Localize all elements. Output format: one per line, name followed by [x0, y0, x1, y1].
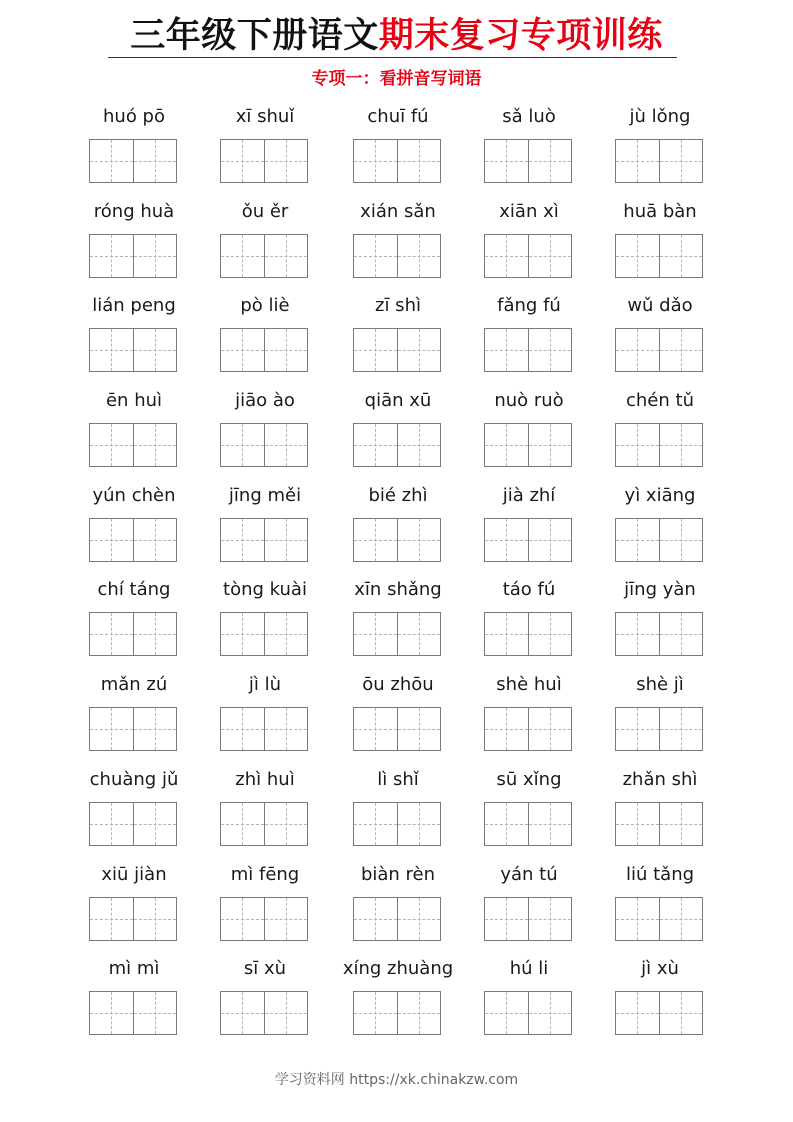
tianzige-box[interactable] [659, 424, 703, 466]
tianzige-box[interactable] [397, 803, 441, 845]
exercise-item [469, 199, 589, 293]
exercise-item [469, 577, 589, 671]
exercise-item [338, 483, 458, 577]
writing-grid [353, 423, 441, 467]
exercise-item [338, 293, 458, 387]
exercise-row [0, 483, 793, 578]
exercise-item [338, 767, 458, 861]
tianzige-box[interactable] [354, 613, 397, 655]
page-title [0, 14, 793, 58]
exercise-row [0, 577, 793, 672]
exercise-item [74, 577, 194, 671]
tianzige-box[interactable] [221, 708, 264, 750]
pinyin-label: lì shǐ [377, 768, 419, 790]
pinyin-label: sū xǐng [496, 768, 562, 790]
writing-grid [353, 612, 441, 656]
exercise-row [0, 956, 793, 1051]
writing-grid [353, 897, 441, 941]
exercise-item [469, 388, 589, 482]
exercise-row [0, 672, 793, 767]
writing-grid [89, 423, 177, 467]
exercise-item [469, 672, 589, 766]
pinyin-label: ǒu ěr [241, 200, 289, 222]
tianzige-box[interactable] [528, 898, 572, 940]
exercise-row [0, 104, 793, 199]
tianzige-box[interactable] [354, 992, 397, 1034]
tianzige-box[interactable] [354, 140, 397, 182]
writing-grid [89, 234, 177, 278]
pinyin-label: táo fú [502, 579, 556, 601]
tianzige-box[interactable] [659, 235, 703, 277]
writing-grid [484, 991, 572, 1035]
tianzige-box[interactable] [485, 329, 528, 371]
exercise-item [74, 956, 194, 1050]
exercise-item [338, 672, 458, 766]
tianzige-box[interactable] [616, 235, 659, 277]
exercise-item [74, 293, 194, 387]
tianzige-box[interactable] [354, 803, 397, 845]
writing-grid [484, 423, 572, 467]
tianzige-box[interactable] [90, 140, 133, 182]
pinyin-label: chuī fú [367, 106, 429, 127]
section-subtitle: 专项一：看拼音写词语 [311, 69, 482, 89]
tianzige-box[interactable] [616, 898, 659, 940]
pinyin-label: ōu zhōu [362, 674, 434, 696]
tianzige-box[interactable] [354, 898, 397, 940]
exercise-item [74, 767, 194, 861]
tianzige-box[interactable] [397, 140, 441, 182]
exercise-item [600, 104, 720, 198]
tianzige-box[interactable] [659, 708, 703, 750]
tianzige-box[interactable] [90, 898, 133, 940]
tianzige-box[interactable] [133, 613, 177, 655]
tianzige-box[interactable] [397, 235, 441, 277]
pinyin-label: huā bàn [623, 200, 697, 222]
exercise-item [600, 672, 720, 766]
writing-grid [353, 518, 441, 562]
writing-grid [353, 802, 441, 846]
tianzige-box[interactable] [90, 235, 133, 277]
tianzige-box[interactable] [264, 140, 308, 182]
tianzige-box[interactable] [264, 424, 308, 466]
writing-grid [220, 897, 308, 941]
pinyin-label: yán tú [500, 863, 558, 885]
tianzige-box[interactable] [221, 140, 264, 182]
writing-grid [484, 612, 572, 656]
pinyin-label: xián sǎn [360, 200, 436, 222]
writing-grid [89, 991, 177, 1035]
exercise-row [0, 767, 793, 862]
pinyin-label: ēn huì [105, 390, 163, 412]
pinyin-label: mì fēng [230, 863, 300, 885]
exercise-item [205, 956, 325, 1050]
tianzige-box[interactable] [354, 329, 397, 371]
tianzige-box[interactable] [264, 329, 308, 371]
pinyin-label: yì xiāng [624, 484, 696, 506]
exercise-item [469, 483, 589, 577]
writing-grid [89, 139, 177, 183]
exercise-item [600, 767, 720, 861]
pinyin-label: jīng yàn [624, 579, 696, 601]
writing-grid [353, 139, 441, 183]
writing-grid [484, 518, 572, 562]
pinyin-label: jì xù [641, 958, 679, 980]
tianzige-box[interactable] [659, 803, 703, 845]
exercise-item [469, 104, 589, 198]
tianzige-box[interactable] [133, 140, 177, 182]
writing-grid [484, 328, 572, 372]
tianzige-box[interactable] [485, 140, 528, 182]
exercise-item [600, 199, 720, 293]
writing-grid [353, 991, 441, 1035]
tianzige-box[interactable] [528, 992, 572, 1034]
tianzige-box[interactable] [221, 803, 264, 845]
exercise-item [205, 104, 325, 198]
tianzige-box[interactable] [90, 708, 133, 750]
tianzige-box[interactable] [616, 424, 659, 466]
tianzige-box[interactable] [354, 424, 397, 466]
tianzige-box[interactable] [397, 613, 441, 655]
pinyin-label: jīng měi [228, 484, 302, 506]
writing-grid [89, 897, 177, 941]
tianzige-box[interactable] [485, 898, 528, 940]
writing-grid [89, 612, 177, 656]
pinyin-label: fǎng fú [497, 295, 561, 317]
exercise-item [74, 199, 194, 293]
exercise-grid [0, 104, 793, 1051]
tianzige-box[interactable] [616, 140, 659, 182]
exercise-item [338, 956, 458, 1050]
exercise-item [600, 483, 720, 577]
pinyin-label: xī shuǐ [235, 106, 295, 127]
title-red-part: 期末复习专项训练 [378, 16, 663, 56]
tianzige-box[interactable] [397, 329, 441, 371]
tianzige-box[interactable] [221, 992, 264, 1034]
tianzige-box[interactable] [659, 519, 703, 561]
exercise-item [338, 577, 458, 671]
exercise-item [469, 767, 589, 861]
writing-grid [220, 802, 308, 846]
pinyin-label: chén tǔ [626, 390, 694, 412]
exercise-item [338, 199, 458, 293]
tianzige-box[interactable] [659, 613, 703, 655]
writing-grid [615, 991, 703, 1035]
writing-grid [89, 518, 177, 562]
pinyin-label: xiū jiàn [101, 863, 167, 885]
exercise-item [74, 862, 194, 956]
writing-grid [615, 707, 703, 751]
exercise-item [205, 767, 325, 861]
tianzige-box[interactable] [354, 235, 397, 277]
exercise-item [74, 104, 194, 198]
tianzige-box[interactable] [528, 329, 572, 371]
pinyin-label: zī shì [375, 295, 421, 317]
tianzige-box[interactable] [485, 235, 528, 277]
tianzige-box[interactable] [354, 708, 397, 750]
tianzige-box[interactable] [90, 329, 133, 371]
tianzige-box[interactable] [221, 329, 264, 371]
tianzige-box[interactable] [133, 519, 177, 561]
exercise-item [469, 956, 589, 1050]
writing-grid [220, 612, 308, 656]
exercise-item [205, 672, 325, 766]
writing-grid [220, 328, 308, 372]
tianzige-box[interactable] [90, 803, 133, 845]
pinyin-label: qiān xū [364, 390, 432, 412]
exercise-item [74, 672, 194, 766]
tianzige-box[interactable] [616, 708, 659, 750]
tianzige-box[interactable] [221, 613, 264, 655]
pinyin-label: jì lù [248, 674, 282, 696]
pinyin-label: bié zhì [368, 484, 428, 506]
tianzige-box[interactable] [133, 992, 177, 1034]
exercise-row [0, 199, 793, 294]
tianzige-box[interactable] [659, 898, 703, 940]
tianzige-box[interactable] [264, 519, 308, 561]
tianzige-box[interactable] [528, 424, 572, 466]
tianzige-box[interactable] [616, 329, 659, 371]
exercise-item [469, 862, 589, 956]
tianzige-box[interactable] [528, 235, 572, 277]
pinyin-label: zhǎn shì [622, 768, 698, 790]
tianzige-box[interactable] [264, 898, 308, 940]
tianzige-box[interactable] [616, 519, 659, 561]
pinyin-label: shè huì [496, 674, 562, 696]
pinyin-label: chuàng jǔ [89, 768, 179, 790]
tianzige-box[interactable] [397, 992, 441, 1034]
tianzige-box[interactable] [133, 235, 177, 277]
writing-grid [220, 423, 308, 467]
writing-grid [615, 139, 703, 183]
writing-grid [615, 518, 703, 562]
tianzige-box[interactable] [659, 140, 703, 182]
tianzige-box[interactable] [485, 519, 528, 561]
tianzige-box[interactable] [616, 992, 659, 1034]
tianzige-box[interactable] [264, 992, 308, 1034]
tianzige-box[interactable] [659, 992, 703, 1034]
tianzige-box[interactable] [90, 424, 133, 466]
tianzige-box[interactable] [133, 329, 177, 371]
tianzige-box[interactable] [397, 424, 441, 466]
pinyin-label: róng huà [93, 200, 175, 222]
writing-grid [484, 707, 572, 751]
pinyin-label: yún chèn [92, 484, 176, 506]
writing-grid [484, 897, 572, 941]
tianzige-box[interactable] [616, 613, 659, 655]
tianzige-box[interactable] [485, 992, 528, 1034]
exercise-item [338, 862, 458, 956]
tianzige-box[interactable] [264, 708, 308, 750]
writing-grid [89, 802, 177, 846]
writing-grid [615, 802, 703, 846]
exercise-item [74, 483, 194, 577]
exercise-item [205, 293, 325, 387]
tianzige-box[interactable] [133, 803, 177, 845]
pinyin-label: xīn shǎng [354, 579, 442, 601]
exercise-item [600, 577, 720, 671]
writing-grid [89, 707, 177, 751]
tianzige-box[interactable] [221, 424, 264, 466]
tianzige-box[interactable] [133, 898, 177, 940]
exercise-item [469, 293, 589, 387]
tianzige-box[interactable] [397, 708, 441, 750]
writing-grid [615, 897, 703, 941]
writing-grid [220, 707, 308, 751]
exercise-item [600, 862, 720, 956]
writing-grid [220, 139, 308, 183]
tianzige-box[interactable] [528, 708, 572, 750]
tianzige-box[interactable] [397, 519, 441, 561]
pinyin-label: sǎ luò [502, 106, 556, 127]
tianzige-box[interactable] [90, 519, 133, 561]
tianzige-box[interactable] [133, 424, 177, 466]
tianzige-box[interactable] [221, 235, 264, 277]
pinyin-label: jiāo ào [235, 390, 295, 412]
exercise-item [205, 577, 325, 671]
exercise-item [600, 388, 720, 482]
writing-grid [89, 328, 177, 372]
exercise-item [74, 388, 194, 482]
footer-text: 学习资料网 https://xk.chinakzw.com [274, 1072, 519, 1088]
writing-grid [615, 612, 703, 656]
tianzige-box[interactable] [264, 803, 308, 845]
writing-grid [615, 234, 703, 278]
writing-grid [353, 328, 441, 372]
exercise-item [338, 388, 458, 482]
pinyin-label: sī xù [243, 958, 287, 980]
tianzige-box[interactable] [528, 140, 572, 182]
pinyin-label: jù lǒng [629, 106, 691, 127]
pinyin-label: liú tǎng [625, 863, 695, 885]
pinyin-label: pò liè [240, 295, 290, 317]
tianzige-box[interactable] [354, 519, 397, 561]
exercise-row [0, 388, 793, 483]
exercise-item [205, 862, 325, 956]
writing-grid [484, 802, 572, 846]
pinyin-label: hú li [509, 958, 549, 980]
pinyin-label: xiān xì [499, 200, 559, 222]
pinyin-label: lián peng [92, 295, 176, 317]
tianzige-box[interactable] [397, 898, 441, 940]
pinyin-label: shè jì [636, 674, 684, 696]
writing-grid [484, 139, 572, 183]
exercise-row [0, 293, 793, 388]
title-black-part: 三年级下册语文 [130, 16, 379, 56]
exercise-item [205, 483, 325, 577]
writing-grid [615, 423, 703, 467]
pinyin-label: chí táng [97, 579, 171, 601]
writing-grid [220, 991, 308, 1035]
tianzige-box[interactable] [264, 235, 308, 277]
pinyin-label: nuò ruò [494, 390, 564, 412]
tianzige-box[interactable] [659, 329, 703, 371]
tianzige-box[interactable] [485, 708, 528, 750]
writing-grid [220, 234, 308, 278]
exercise-item [338, 104, 458, 198]
tianzige-box[interactable] [528, 803, 572, 845]
exercise-item [600, 956, 720, 1050]
tianzige-box[interactable] [616, 803, 659, 845]
pinyin-label: wǔ dǎo [627, 295, 693, 317]
exercise-row [0, 862, 793, 957]
writing-grid [353, 234, 441, 278]
tianzige-box[interactable] [90, 992, 133, 1034]
exercise-item [205, 388, 325, 482]
exercise-item [600, 293, 720, 387]
tianzige-box[interactable] [221, 898, 264, 940]
pinyin-label: zhì huì [235, 768, 295, 790]
writing-grid [484, 234, 572, 278]
tianzige-box[interactable] [485, 803, 528, 845]
tianzige-box[interactable] [528, 519, 572, 561]
tianzige-box[interactable] [528, 613, 572, 655]
pinyin-label: xíng zhuàng [342, 958, 454, 980]
tianzige-box[interactable] [133, 708, 177, 750]
tianzige-box[interactable] [221, 519, 264, 561]
exercise-item [205, 199, 325, 293]
tianzige-box[interactable] [485, 613, 528, 655]
pinyin-label: biàn rèn [360, 863, 436, 885]
tianzige-box[interactable] [264, 613, 308, 655]
tianzige-box[interactable] [485, 424, 528, 466]
pinyin-label: huó pō [103, 106, 165, 127]
writing-grid [220, 518, 308, 562]
writing-grid [615, 328, 703, 372]
pinyin-label: jià zhí [502, 484, 556, 506]
title-underline [108, 57, 677, 58]
pinyin-label: mǎn zú [100, 674, 168, 696]
pinyin-label: tòng kuài [223, 579, 307, 601]
pinyin-label: mì mì [108, 958, 160, 980]
writing-grid [353, 707, 441, 751]
tianzige-box[interactable] [90, 613, 133, 655]
